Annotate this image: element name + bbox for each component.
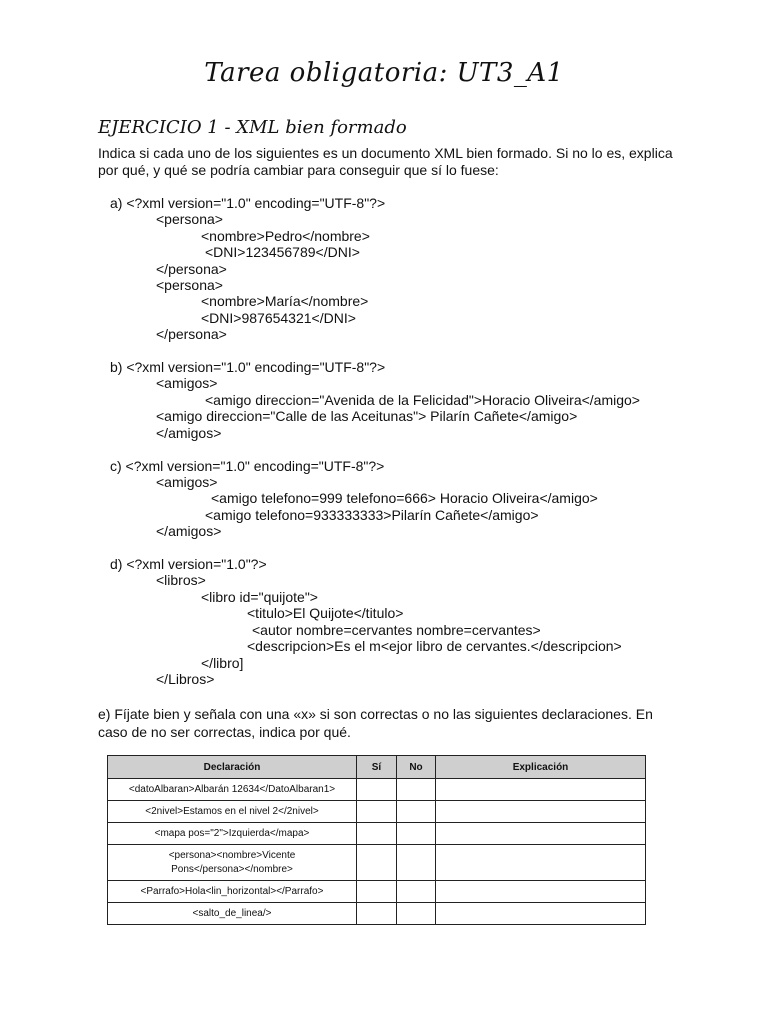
code-line: <amigo telefono=999 telefono=666> Horacio Oliveira</amigo> <box>211 490 598 506</box>
declaration-cell: <salto_de_linea/> <box>108 903 357 925</box>
si-cell[interactable] <box>357 823 397 845</box>
table-row <box>108 823 646 845</box>
header-declaracion: Declaración <box>108 756 357 779</box>
section-e-text: e) Fíjate bien y señala con una «x» si son correctas o no las siguientes declaraciones. En caso de no ser correctas, indica por qué. <box>98 706 653 740</box>
si-cell[interactable] <box>357 801 397 823</box>
si-cell[interactable] <box>357 903 397 925</box>
explanation-cell[interactable] <box>436 801 646 823</box>
code-line: </amigos> <box>156 523 222 539</box>
no-cell[interactable] <box>397 823 436 845</box>
no-cell[interactable] <box>397 779 436 801</box>
si-cell[interactable] <box>357 881 397 903</box>
no-cell[interactable] <box>397 881 436 903</box>
header-si: Sí <box>357 756 397 779</box>
code-line: <titulo>El Quijote</titulo> <box>247 605 404 621</box>
code-line: <nombre>María</nombre> <box>201 293 369 309</box>
code-line: <amigos> <box>156 474 218 490</box>
code-line: </Libros> <box>156 671 215 687</box>
no-cell[interactable] <box>397 845 436 881</box>
si-cell[interactable] <box>357 845 397 881</box>
code-line: <DNI>987654321</DNI> <box>201 310 356 326</box>
table-row <box>108 779 646 801</box>
code-line: <persona> <box>156 277 223 293</box>
table-row <box>108 845 646 881</box>
code-line: d) <?xml version="1.0"?> <box>110 556 267 572</box>
si-cell[interactable] <box>357 779 397 801</box>
code-line: <amigo telefono=933333333>Pilarín Cañete</amigo> <box>205 507 539 523</box>
page-title: Tarea obligatoria: UT3_A1 <box>204 58 564 88</box>
explanation-cell[interactable] <box>436 779 646 801</box>
code-line: b) <?xml version="1.0" encoding="UTF-8"?> <box>110 359 386 375</box>
code-line: </amigos> <box>156 425 222 441</box>
code-line: <libros> <box>156 572 206 588</box>
table-row <box>108 903 646 925</box>
code-line: <amigos> <box>156 375 218 391</box>
no-cell[interactable] <box>397 903 436 925</box>
code-line: <autor nombre=cervantes nombre=cervantes> <box>252 622 541 638</box>
header-no: No <box>397 756 436 779</box>
code-line: <persona> <box>156 211 223 227</box>
explanation-cell[interactable] <box>436 881 646 903</box>
exercise-heading: EJERCICIO 1 - XML bien formado <box>98 117 407 138</box>
code-line: <DNI>123456789</DNI> <box>205 244 360 260</box>
code-line: <amigo direccion="Avenida de la Felicidad">Horacio Oliveira</amigo> <box>205 392 640 408</box>
table-header-row <box>108 756 646 779</box>
code-line: <amigo direccion="Calle de las Aceitunas"> Pilarín Cañete</amigo> <box>156 408 578 424</box>
declaration-cell: <mapa pos="2">Izquierda</mapa> <box>108 823 357 845</box>
code-line: </persona> <box>156 326 227 342</box>
no-cell[interactable] <box>397 801 436 823</box>
explanation-cell[interactable] <box>436 845 646 881</box>
declaration-cell: <persona><nombre>Vicente Pons</persona></nombre> <box>108 845 357 881</box>
header-explicacion: Explicación <box>436 756 646 779</box>
code-line: a) <?xml version="1.0" encoding="UTF-8"?> <box>110 195 386 211</box>
code-line: c) <?xml version="1.0" encoding="UTF-8"?> <box>110 458 385 474</box>
code-line: <nombre>Pedro</nombre> <box>201 228 370 244</box>
exercise-intro: Indica si cada uno de los siguientes es un documento XML bien formado. Si no lo es, explica por qué, y qué se podría cambiar para conseguir que sí lo fuese: <box>98 145 673 178</box>
code-line: <libro id="quijote"> <box>201 589 318 605</box>
declarations-table <box>107 755 646 925</box>
code-line: </persona> <box>156 261 227 277</box>
declaration-cell: <2nivel>Estamos en el nivel 2</2nivel> <box>108 801 357 823</box>
declaration-cell: <Parrafo>Hola<lin_horizontal></Parrafo> <box>108 881 357 903</box>
declaration-cell: <datoAlbaran>Albarán 12634</DatoAlbaran1> <box>108 779 357 801</box>
explanation-cell[interactable] <box>436 903 646 925</box>
explanation-cell[interactable] <box>436 823 646 845</box>
table-row <box>108 801 646 823</box>
code-line: </libro] <box>201 655 244 671</box>
table-row <box>108 881 646 903</box>
code-line: <descripcion>Es el m<ejor libro de cervantes.</descripcion> <box>247 638 622 654</box>
